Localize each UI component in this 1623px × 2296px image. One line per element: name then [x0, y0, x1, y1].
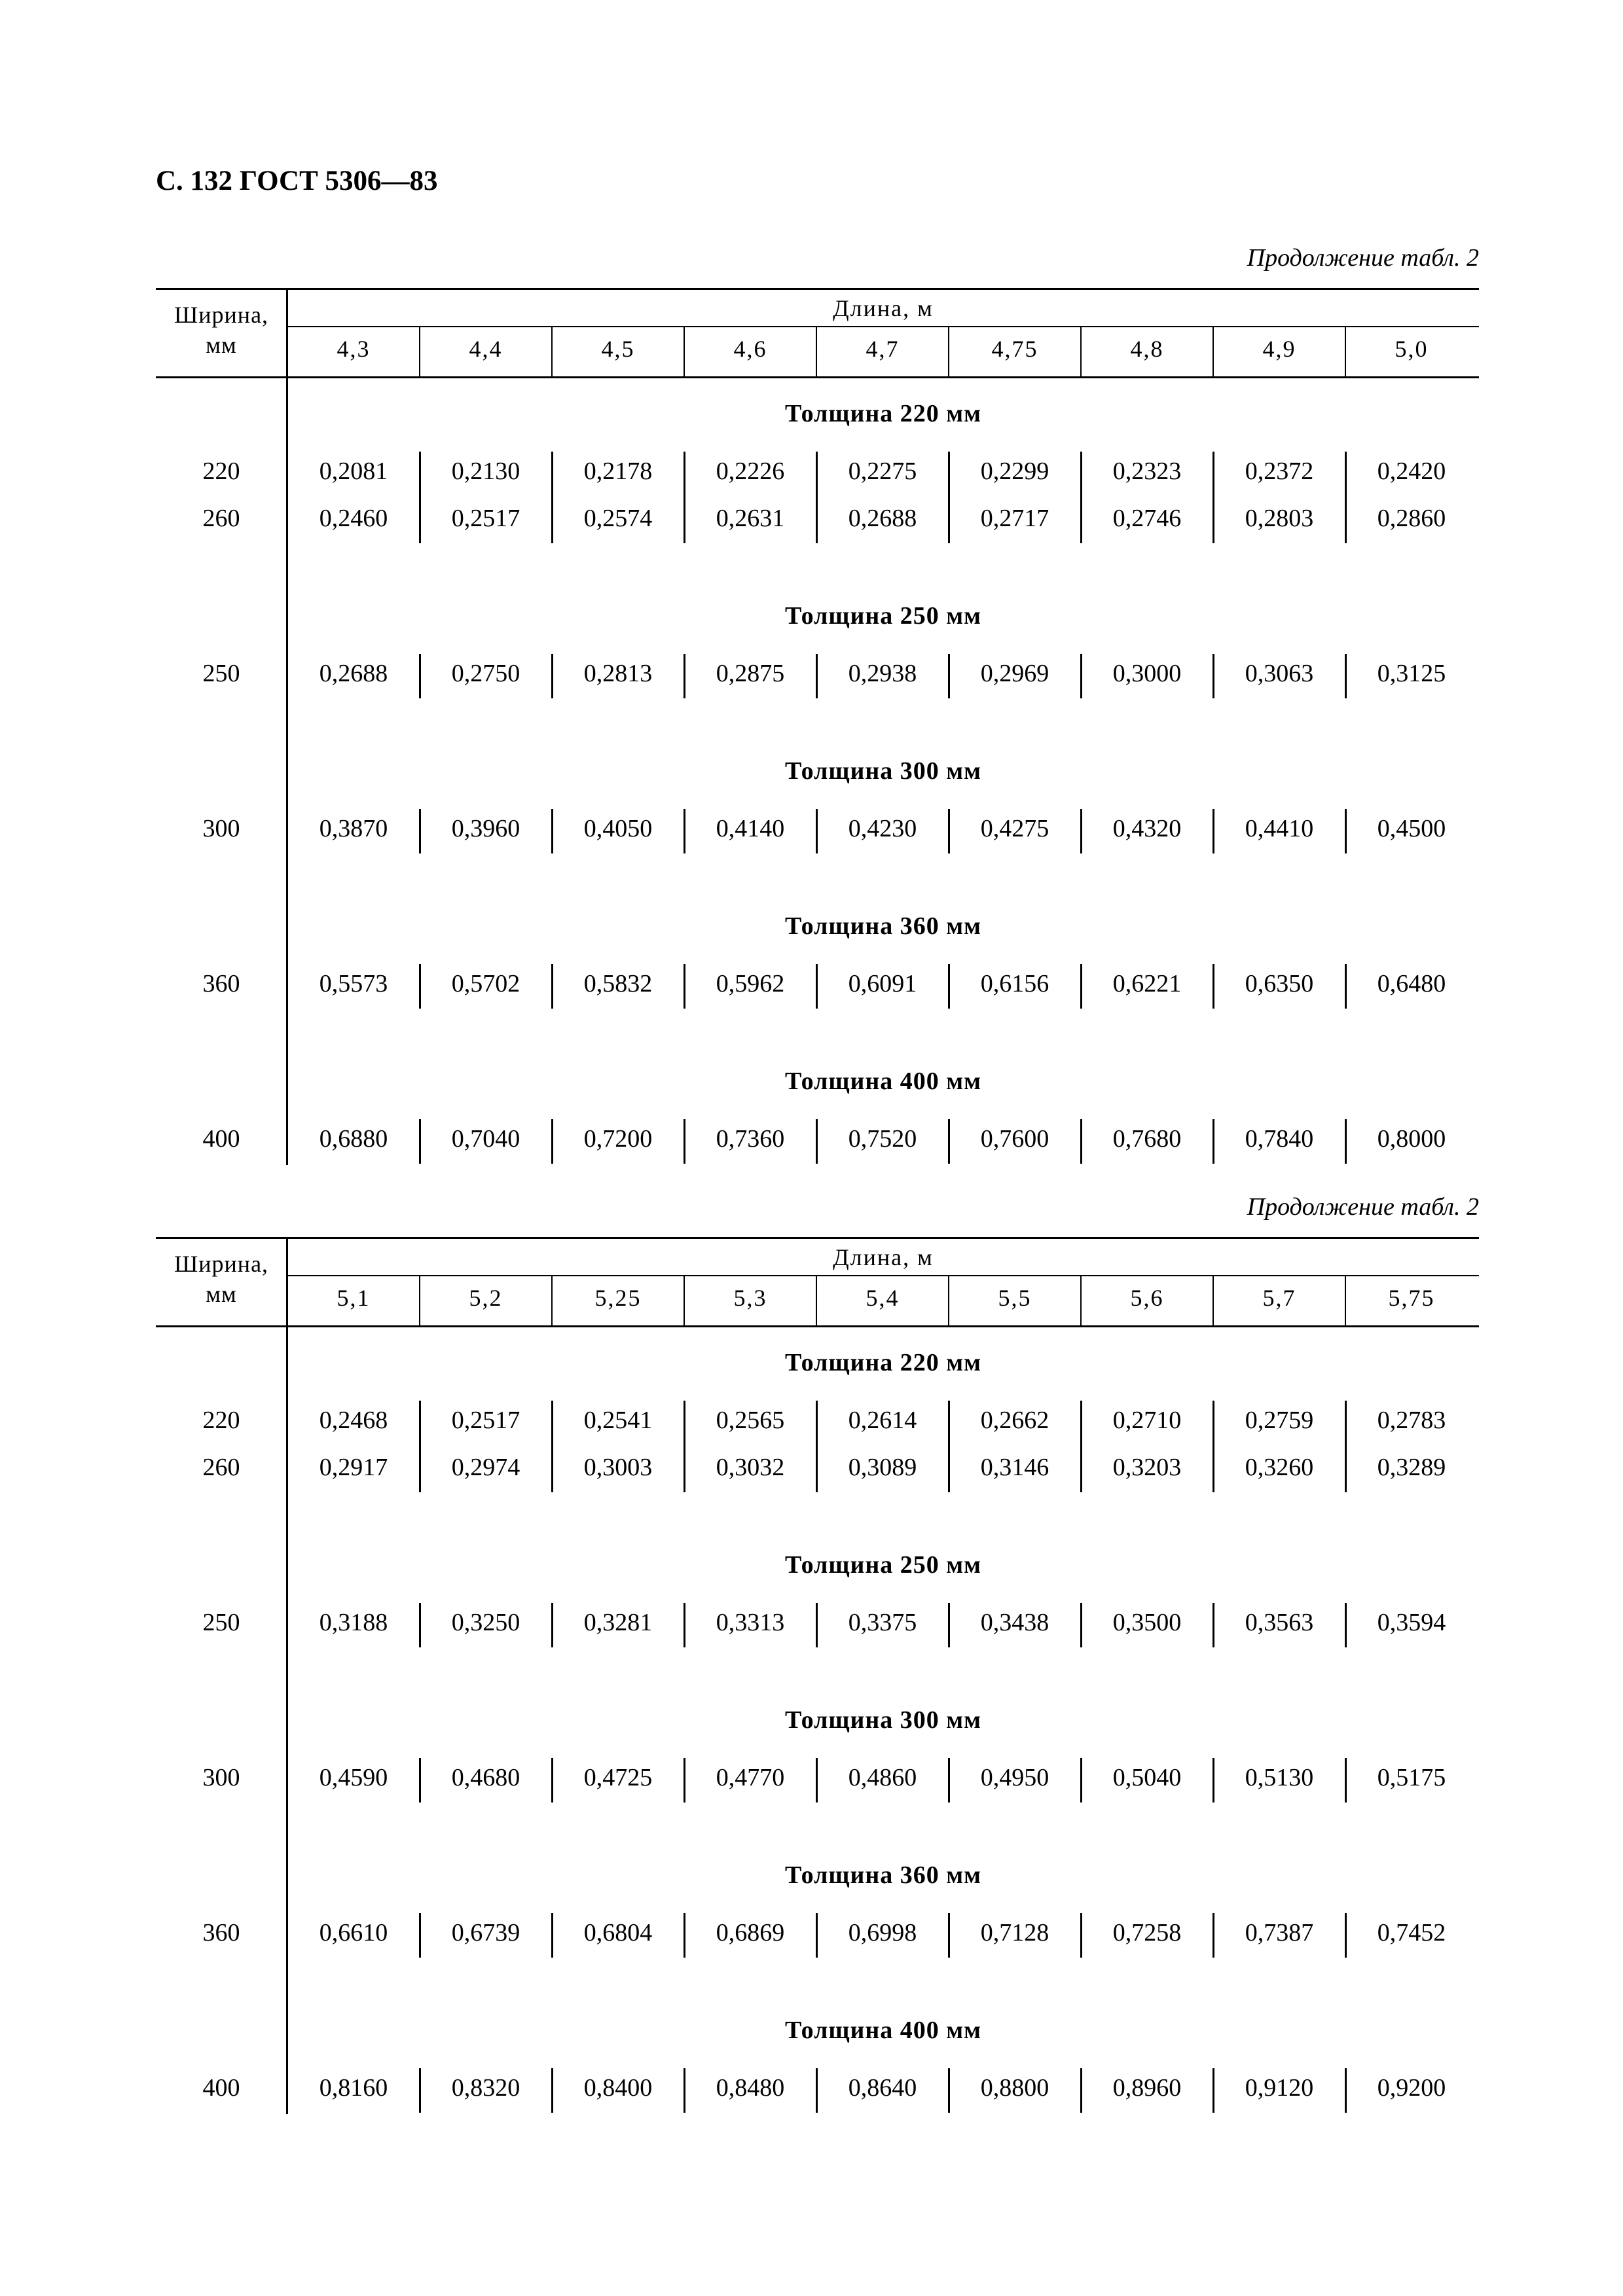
length-column-header: 5,5	[998, 1285, 1032, 1311]
column-separator	[1080, 809, 1082, 853]
column-separator	[1345, 1401, 1347, 1492]
column-separator	[1213, 2068, 1214, 2113]
column-separator	[419, 1913, 421, 1958]
table-cell: 0,2468	[319, 1407, 388, 1434]
table-cell: 0,3260	[1245, 1454, 1314, 1481]
column-separator	[948, 654, 950, 698]
table-top-rule	[156, 288, 1479, 290]
column-separator	[948, 452, 950, 543]
length-column-header: 4,9	[1262, 336, 1296, 362]
header-bottom-rule	[156, 1325, 1479, 1327]
continuation-note: Продолжение табл. 2	[1247, 1193, 1479, 1221]
column-separator	[551, 1401, 553, 1492]
column-separator	[684, 2068, 685, 2113]
column-separator	[684, 964, 685, 1009]
column-separator	[1080, 1913, 1082, 1958]
table-cell: 0,3500	[1112, 1609, 1182, 1636]
column-separator	[684, 452, 685, 543]
table-cell: 0,2130	[451, 457, 520, 485]
table-cell: 0,2938	[848, 660, 917, 687]
table-cell: 0,2875	[716, 660, 785, 687]
column-separator	[551, 1119, 553, 1164]
table-cell: 0,6156	[980, 970, 1049, 997]
column-separator	[1213, 809, 1214, 853]
column-separator	[684, 809, 685, 853]
column-separator	[816, 1913, 818, 1958]
length-header: Длина, м	[833, 295, 934, 321]
table-cell: 0,2803	[1245, 505, 1314, 532]
table-cell: 0,2565	[716, 1407, 785, 1434]
column-separator	[1345, 1913, 1347, 1958]
column-separator	[1080, 1119, 1082, 1164]
row-width-value: 250	[202, 660, 240, 687]
column-separator	[1213, 1913, 1214, 1958]
column-separator	[948, 964, 950, 1009]
table-cell: 0,7200	[583, 1125, 653, 1153]
column-separator	[1345, 1119, 1347, 1164]
table-cell: 0,3000	[1112, 660, 1182, 687]
length-column-header: 5,0	[1395, 336, 1429, 362]
length-column-header: 4,3	[337, 336, 371, 362]
column-separator	[419, 1119, 421, 1164]
column-separator	[948, 1913, 950, 1958]
table-cell: 0,4860	[848, 1764, 917, 1791]
table-cell: 0,5175	[1377, 1764, 1446, 1791]
table-cell: 0,3089	[848, 1454, 917, 1481]
row-width-value: 400	[202, 2074, 240, 2102]
column-separator	[816, 452, 818, 543]
table-cell: 0,3289	[1377, 1454, 1446, 1481]
table-cell: 0,3960	[451, 815, 520, 842]
table-cell: 0,8000	[1377, 1125, 1446, 1153]
table-cell: 0,4500	[1377, 815, 1446, 842]
column-separator	[551, 809, 553, 853]
table-cell: 0,2813	[583, 660, 653, 687]
table-cell: 0,6739	[451, 1919, 520, 1946]
table-cell: 0,2517	[451, 505, 520, 532]
header-column-separator	[1080, 1276, 1082, 1326]
header-column-separator	[1345, 1276, 1346, 1326]
column-separator	[1080, 654, 1082, 698]
table-cell: 0,4275	[980, 815, 1049, 842]
column-separator	[684, 1603, 685, 1647]
length-column-header: 4,75	[991, 336, 1038, 362]
column-separator	[948, 809, 950, 853]
header-column-separator	[551, 1276, 553, 1326]
section-title: Толщина 360 мм	[784, 1861, 982, 1889]
table-cell: 0,7128	[980, 1919, 1049, 1946]
table-cell: 0,9120	[1245, 2074, 1314, 2102]
column-separator	[816, 1603, 818, 1647]
row-width-value: 220	[202, 1407, 240, 1434]
table-cell: 0,7387	[1245, 1919, 1314, 1946]
table-cell: 0,4770	[716, 1764, 785, 1791]
column-separator	[1213, 654, 1214, 698]
table-cell: 0,2688	[319, 660, 388, 687]
column-separator	[948, 1401, 950, 1492]
header-column-separator	[816, 1276, 817, 1326]
header-column-separator	[419, 327, 420, 377]
length-column-header: 5,4	[866, 1285, 900, 1311]
length-header: Длина, м	[833, 1244, 934, 1270]
table-cell: 0,4050	[583, 815, 653, 842]
column-separator	[684, 1119, 685, 1164]
width-column-border	[286, 1237, 288, 2114]
column-separator	[1213, 1401, 1214, 1492]
table-cell: 0,3438	[980, 1609, 1049, 1636]
table-cell: 0,7452	[1377, 1919, 1446, 1946]
column-separator	[1213, 964, 1214, 1009]
table-cell: 0,5040	[1112, 1764, 1182, 1791]
table-cell: 0,2717	[980, 505, 1049, 532]
table-top-rule	[156, 1237, 1479, 1239]
column-separator	[1345, 654, 1347, 698]
table-cell: 0,7840	[1245, 1125, 1314, 1153]
width-column-header: Ширина, мм	[173, 302, 269, 358]
column-separator	[684, 654, 685, 698]
column-separator	[419, 1603, 421, 1647]
table-cell: 0,2178	[583, 457, 653, 485]
column-separator	[1080, 1603, 1082, 1647]
length-column-header: 4,5	[601, 336, 635, 362]
length-column-header: 5,2	[469, 1285, 503, 1311]
header-bottom-rule	[156, 376, 1479, 378]
header-column-separator	[1345, 327, 1346, 377]
table-cell: 0,2783	[1377, 1407, 1446, 1434]
column-separator	[1345, 1603, 1347, 1647]
column-separator	[948, 2068, 950, 2113]
table-cell: 0,7360	[716, 1125, 785, 1153]
column-separator	[1080, 964, 1082, 1009]
table-cell: 0,3125	[1377, 660, 1446, 687]
column-separator	[816, 809, 818, 853]
length-column-header: 4,8	[1130, 336, 1164, 362]
column-separator	[551, 452, 553, 543]
table-cell: 0,3375	[848, 1609, 917, 1636]
table-cell: 0,4320	[1112, 815, 1182, 842]
table-cell: 0,3063	[1245, 660, 1314, 687]
column-separator	[551, 654, 553, 698]
column-separator	[419, 1401, 421, 1492]
table-cell: 0,2974	[451, 1454, 520, 1481]
column-separator	[551, 1913, 553, 1958]
column-separator	[948, 1758, 950, 1803]
section-title: Толщина 300 мм	[784, 1706, 982, 1734]
table-cell: 0,5832	[583, 970, 653, 997]
table-cell: 0,4680	[451, 1764, 520, 1791]
column-separator	[1345, 1758, 1347, 1803]
row-width-value: 360	[202, 970, 240, 997]
table-cell: 0,3250	[451, 1609, 520, 1636]
table-cell: 0,4950	[980, 1764, 1049, 1791]
header-column-separator	[1213, 1276, 1214, 1326]
table-cell: 0,2746	[1112, 505, 1182, 532]
table-cell: 0,6880	[319, 1125, 388, 1153]
column-separator	[816, 654, 818, 698]
table-cell: 0,8320	[451, 2074, 520, 2102]
header-column-separator	[948, 327, 949, 377]
column-separator	[551, 964, 553, 1009]
table-cell: 0,2541	[583, 1407, 653, 1434]
column-separator	[1345, 2068, 1347, 2113]
section-title: Толщина 250 мм	[784, 1551, 982, 1579]
column-separator	[684, 1758, 685, 1803]
row-width-value: 400	[202, 1125, 240, 1153]
table-cell: 0,8160	[319, 2074, 388, 2102]
section-title: Толщина 250 мм	[784, 602, 982, 630]
header-column-separator	[419, 1276, 420, 1326]
column-separator	[551, 1758, 553, 1803]
column-separator	[1213, 452, 1214, 543]
column-separator	[1080, 2068, 1082, 2113]
column-separator	[948, 1603, 950, 1647]
table-cell: 0,2710	[1112, 1407, 1182, 1434]
table-cell: 0,5702	[451, 970, 520, 997]
header-inner-rule	[287, 1275, 1479, 1276]
row-width-value: 220	[202, 457, 240, 485]
column-separator	[1080, 452, 1082, 543]
column-separator	[816, 1758, 818, 1803]
table-cell: 0,6610	[319, 1919, 388, 1946]
table-cell: 0,2517	[451, 1407, 520, 1434]
section-title: Толщина 360 мм	[784, 912, 982, 940]
header-column-separator	[551, 327, 553, 377]
data-table	[156, 1237, 1479, 2114]
table-cell: 0,3563	[1245, 1609, 1314, 1636]
header-column-separator	[1213, 327, 1214, 377]
table-cell: 0,4590	[319, 1764, 388, 1791]
column-separator	[551, 2068, 553, 2113]
column-separator	[1345, 964, 1347, 1009]
table-cell: 0,7520	[848, 1125, 917, 1153]
page-header: С. 132 ГОСТ 5306—83	[156, 166, 438, 196]
column-separator	[684, 1401, 685, 1492]
row-width-value: 300	[202, 1764, 240, 1791]
length-column-header: 5,75	[1388, 1285, 1435, 1311]
column-separator	[419, 964, 421, 1009]
table-cell: 0,7040	[451, 1125, 520, 1153]
table-cell: 0,4230	[848, 815, 917, 842]
row-width-value: 300	[202, 815, 240, 842]
table-cell: 0,6998	[848, 1919, 917, 1946]
column-separator	[419, 2068, 421, 2113]
column-separator	[1080, 1758, 1082, 1803]
section-title: Толщина 220 мм	[784, 400, 982, 427]
header-column-separator	[684, 1276, 685, 1326]
table-cell: 0,2574	[583, 505, 653, 532]
column-separator	[1345, 809, 1347, 853]
length-column-header: 5,1	[337, 1285, 371, 1311]
row-width-value: 360	[202, 1919, 240, 1946]
length-column-header: 4,4	[469, 336, 503, 362]
length-column-header: 5,7	[1262, 1285, 1296, 1311]
table-cell: 0,2614	[848, 1407, 917, 1434]
table-cell: 0,3870	[319, 815, 388, 842]
header-column-separator	[684, 327, 685, 377]
header-column-separator	[948, 1276, 949, 1326]
table-cell: 0,8960	[1112, 2074, 1182, 2102]
column-separator	[419, 1758, 421, 1803]
table-cell: 0,2420	[1377, 457, 1446, 485]
table-cell: 0,9200	[1377, 2074, 1446, 2102]
table-cell: 0,2226	[716, 457, 785, 485]
table-cell: 0,6869	[716, 1919, 785, 1946]
table-cell: 0,8640	[848, 2074, 917, 2102]
width-column-border	[286, 288, 288, 1165]
column-separator	[1213, 1119, 1214, 1164]
table-cell: 0,7258	[1112, 1919, 1182, 1946]
header-column-separator	[816, 327, 817, 377]
table-cell: 0,6350	[1245, 970, 1314, 997]
table-cell: 0,2372	[1245, 457, 1314, 485]
row-width-value: 260	[202, 505, 240, 532]
table-cell: 0,2275	[848, 457, 917, 485]
table-cell: 0,2688	[848, 505, 917, 532]
header-column-separator	[1080, 327, 1082, 377]
length-column-header: 5,6	[1130, 1285, 1164, 1311]
header-inner-rule	[287, 326, 1479, 327]
table-cell: 0,5573	[319, 970, 388, 997]
row-width-value: 260	[202, 1454, 240, 1481]
row-width-value: 250	[202, 1609, 240, 1636]
column-separator	[1213, 1758, 1214, 1803]
width-column-header: Ширина, мм	[173, 1251, 269, 1307]
table-cell: 0,4725	[583, 1764, 653, 1791]
table-cell: 0,3313	[716, 1609, 785, 1636]
table-cell: 0,3203	[1112, 1454, 1182, 1481]
table-cell: 0,8400	[583, 2074, 653, 2102]
table-cell: 0,2323	[1112, 457, 1182, 485]
table-cell: 0,8480	[716, 2074, 785, 2102]
table-cell: 0,3003	[583, 1454, 653, 1481]
table-cell: 0,3594	[1377, 1609, 1446, 1636]
continuation-note: Продолжение табл. 2	[1247, 244, 1479, 272]
column-separator	[816, 964, 818, 1009]
section-title: Толщина 400 мм	[784, 2017, 982, 2044]
column-separator	[948, 1119, 950, 1164]
table-cell: 0,5962	[716, 970, 785, 997]
table-cell: 0,2081	[319, 457, 388, 485]
column-separator	[419, 809, 421, 853]
table-cell: 0,3032	[716, 1454, 785, 1481]
section-title: Толщина 300 мм	[784, 757, 982, 785]
length-column-header: 4,6	[733, 336, 767, 362]
table-cell: 0,2917	[319, 1454, 388, 1481]
column-separator	[816, 2068, 818, 2113]
section-title: Толщина 220 мм	[784, 1349, 982, 1376]
table-cell: 0,2460	[319, 505, 388, 532]
table-cell: 0,7600	[980, 1125, 1049, 1153]
data-table	[156, 288, 1479, 1165]
table-cell: 0,2631	[716, 505, 785, 532]
table-cell: 0,3146	[980, 1454, 1049, 1481]
table-cell: 0,4140	[716, 815, 785, 842]
table-cell: 0,2759	[1245, 1407, 1314, 1434]
section-title: Толщина 400 мм	[784, 1067, 982, 1095]
table-cell: 0,6804	[583, 1919, 653, 1946]
column-separator	[816, 1401, 818, 1492]
column-separator	[1345, 452, 1347, 543]
table-cell: 0,5130	[1245, 1764, 1314, 1791]
table-cell: 0,2860	[1377, 505, 1446, 532]
column-separator	[1080, 1401, 1082, 1492]
column-separator	[419, 452, 421, 543]
table-cell: 0,6091	[848, 970, 917, 997]
column-separator	[551, 1603, 553, 1647]
table-cell: 0,3188	[319, 1609, 388, 1636]
column-separator	[684, 1913, 685, 1958]
length-column-header: 4,7	[866, 336, 900, 362]
table-cell: 0,2662	[980, 1407, 1049, 1434]
table-cell: 0,8800	[980, 2074, 1049, 2102]
table-cell: 0,6480	[1377, 970, 1446, 997]
table-cell: 0,2750	[451, 660, 520, 687]
table-cell: 0,4410	[1245, 815, 1314, 842]
table-cell: 0,7680	[1112, 1125, 1182, 1153]
table-cell: 0,2969	[980, 660, 1049, 687]
table-cell: 0,2299	[980, 457, 1049, 485]
length-column-header: 5,3	[733, 1285, 767, 1311]
column-separator	[419, 654, 421, 698]
length-column-header: 5,25	[594, 1285, 642, 1311]
column-separator	[1213, 1603, 1214, 1647]
column-separator	[816, 1119, 818, 1164]
table-cell: 0,6221	[1112, 970, 1182, 997]
table-cell: 0,3281	[583, 1609, 653, 1636]
